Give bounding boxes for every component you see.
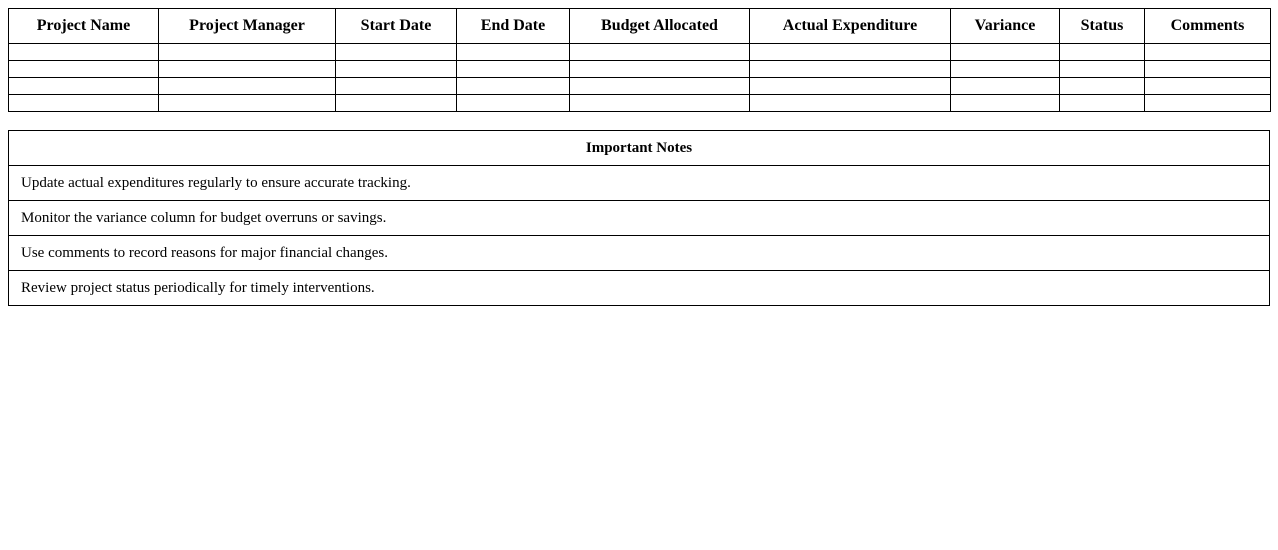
- column-header-comments: Comments: [1145, 9, 1271, 44]
- cell-budget-allocated[interactable]: [570, 78, 750, 95]
- notes-header-row: [9, 131, 1270, 166]
- table-row: [9, 44, 1271, 61]
- cell-variance[interactable]: [951, 95, 1060, 112]
- cell-project-name[interactable]: [9, 78, 159, 95]
- note-row: [9, 271, 1270, 306]
- cell-project-name[interactable]: [9, 61, 159, 78]
- project-budget-table: [8, 8, 1271, 112]
- note-row: [9, 166, 1270, 201]
- note-item: Monitor the variance column for budget overruns or savings.: [9, 201, 1270, 236]
- cell-variance[interactable]: [951, 44, 1060, 61]
- cell-status[interactable]: [1060, 78, 1145, 95]
- cell-end-date[interactable]: [457, 61, 570, 78]
- cell-budget-allocated[interactable]: [570, 95, 750, 112]
- cell-project-manager[interactable]: [159, 44, 336, 61]
- cell-end-date[interactable]: [457, 78, 570, 95]
- column-header-variance: Variance: [951, 9, 1060, 44]
- cell-actual-expenditure[interactable]: [750, 44, 951, 61]
- cell-status[interactable]: [1060, 61, 1145, 78]
- cell-actual-expenditure[interactable]: [750, 95, 951, 112]
- column-header-budget-allocated: Budget Allocated: [570, 9, 750, 44]
- cell-budget-allocated[interactable]: [570, 61, 750, 78]
- cell-start-date[interactable]: [336, 95, 457, 112]
- notes-title: Important Notes: [9, 131, 1270, 166]
- cell-end-date[interactable]: [457, 44, 570, 61]
- table-row: [9, 95, 1271, 112]
- column-header-project-manager: Project Manager: [159, 9, 336, 44]
- cell-project-manager[interactable]: [159, 78, 336, 95]
- cell-actual-expenditure[interactable]: [750, 61, 951, 78]
- important-notes-table: [8, 130, 1270, 306]
- cell-project-manager[interactable]: [159, 61, 336, 78]
- column-header-end-date: End Date: [457, 9, 570, 44]
- cell-variance[interactable]: [951, 61, 1060, 78]
- cell-comments[interactable]: [1145, 95, 1271, 112]
- cell-project-name[interactable]: [9, 95, 159, 112]
- cell-actual-expenditure[interactable]: [750, 78, 951, 95]
- cell-status[interactable]: [1060, 44, 1145, 61]
- column-header-status: Status: [1060, 9, 1145, 44]
- cell-status[interactable]: [1060, 95, 1145, 112]
- cell-start-date[interactable]: [336, 44, 457, 61]
- cell-project-name[interactable]: [9, 44, 159, 61]
- cell-comments[interactable]: [1145, 78, 1271, 95]
- cell-start-date[interactable]: [336, 78, 457, 95]
- note-item: Review project status periodically for timely interventions.: [9, 271, 1270, 306]
- cell-comments[interactable]: [1145, 61, 1271, 78]
- cell-budget-allocated[interactable]: [570, 44, 750, 61]
- cell-end-date[interactable]: [457, 95, 570, 112]
- cell-project-manager[interactable]: [159, 95, 336, 112]
- note-row: [9, 236, 1270, 271]
- note-row: [9, 201, 1270, 236]
- table-row: [9, 61, 1271, 78]
- note-item: Update actual expenditures regularly to ensure accurate tracking.: [9, 166, 1270, 201]
- column-header-start-date: Start Date: [336, 9, 457, 44]
- note-item: Use comments to record reasons for major financial changes.: [9, 236, 1270, 271]
- cell-start-date[interactable]: [336, 61, 457, 78]
- cell-variance[interactable]: [951, 78, 1060, 95]
- column-header-project-name: Project Name: [9, 9, 159, 44]
- table-header-row: [9, 9, 1271, 44]
- table-row: [9, 78, 1271, 95]
- column-header-actual-expenditure: Actual Expenditure: [750, 9, 951, 44]
- cell-comments[interactable]: [1145, 44, 1271, 61]
